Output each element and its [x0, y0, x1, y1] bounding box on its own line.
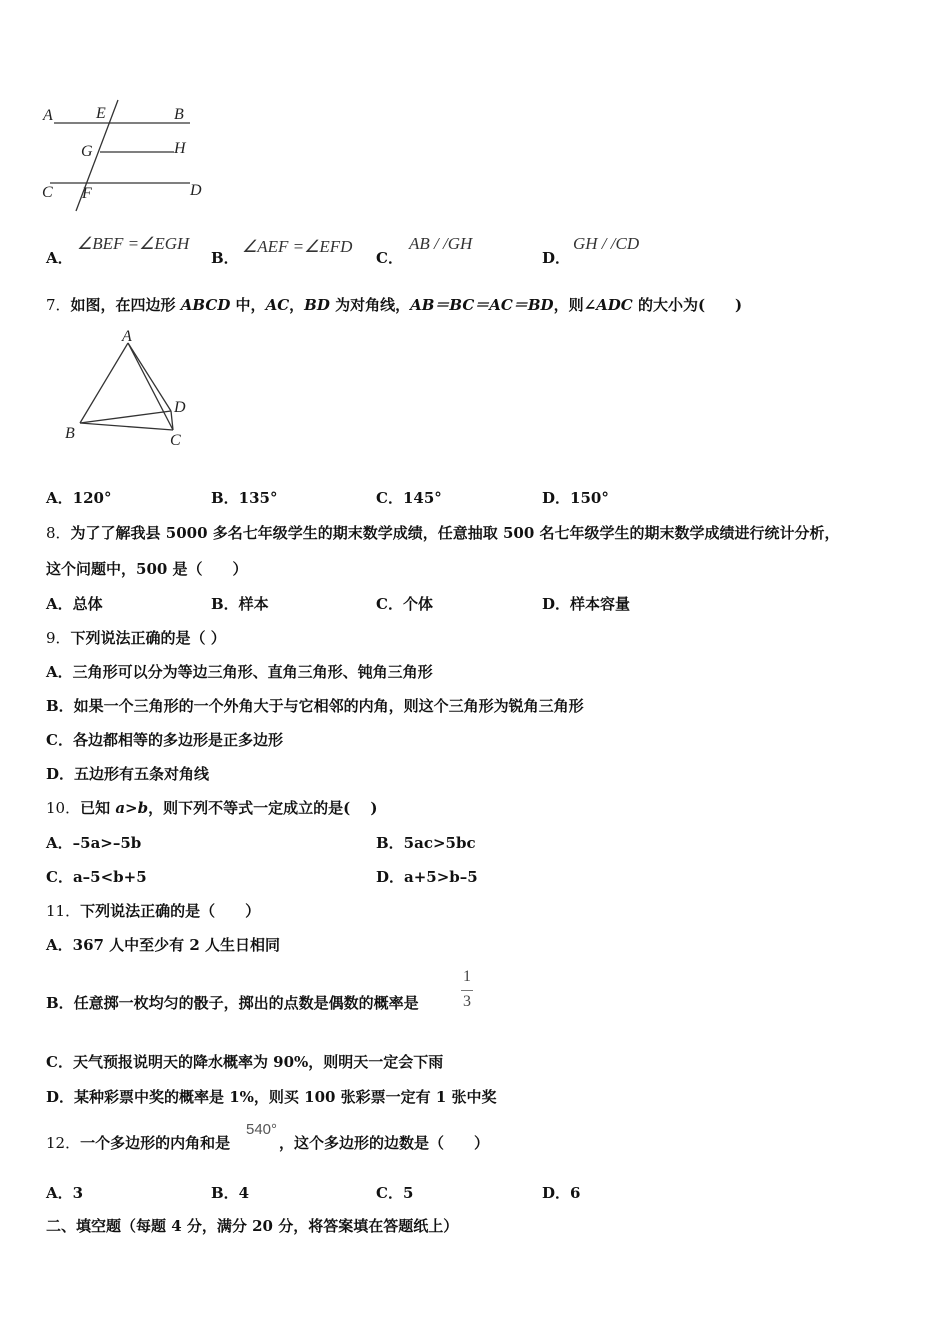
label-G: G [81, 143, 93, 160]
q6-option-a[interactable] [46, 248, 73, 268]
q7-option-c[interactable]: C．145° [376, 489, 442, 507]
q10-text-a: 已知 [80, 799, 116, 817]
q12-text-b: ，这个多边形的边数是（ ） [279, 1134, 490, 1152]
q9-option-b[interactable]: B．如果一个三角形的一个外角大于与它相邻的内角，则这个三角形为锐角三角形 [46, 697, 584, 715]
parallel-lines-figure [40, 95, 215, 220]
q7-text-a: 如图，在四边形 [70, 296, 181, 314]
q12-option-c[interactable]: C．5 [376, 1184, 414, 1202]
question-number: 7． [46, 296, 71, 314]
q7-equality: AB＝BC＝AC＝BD [410, 296, 554, 314]
q8-option-b[interactable]: B．样本 [211, 595, 269, 613]
q10-option-b[interactable]: B．5ac>5bc [376, 834, 476, 852]
option-letter: A． [46, 249, 73, 267]
q9-option-d[interactable]: D．五边形有五条对角线 [46, 765, 210, 783]
q6-option-d[interactable] [542, 248, 570, 268]
question-number: 8． [46, 524, 71, 542]
q9-option-c[interactable]: C．各边都相等的多边形是正多边形 [46, 731, 283, 749]
q7-text-b: 中， [230, 296, 266, 314]
label-A: A [43, 107, 53, 124]
q11-option-d[interactable]: D．某种彩票中奖的概率是 1%，则买 100 张彩票一定有 1 张中奖 [46, 1088, 497, 1106]
quadrilateral-figure [60, 325, 200, 450]
fraction-bar [461, 990, 473, 991]
q8-option-a[interactable]: A．总体 [46, 595, 103, 613]
label-E: E [96, 105, 106, 122]
q10-condition: a>b [115, 799, 149, 817]
q8-stem-line2: 这个问题中，500 是（ ） [46, 560, 248, 578]
q10-stem [46, 798, 378, 818]
q7-comma: ， [289, 296, 305, 314]
question-number: 9． [46, 629, 71, 647]
q7-text-d: ，则∠ [553, 296, 597, 314]
q7-adc: ADC [596, 296, 633, 314]
q10-option-c[interactable]: C．a–5<b+5 [46, 868, 147, 886]
question-number: 11． [46, 902, 81, 920]
q12-text-a: 一个多边形的内角和是 [80, 1134, 231, 1152]
q7-text-c: 为对角线， [329, 296, 411, 314]
angle-value: 540° [246, 1121, 278, 1138]
q10-option-a[interactable]: A．–5a>–5b [46, 834, 142, 852]
label-A: A [122, 328, 132, 345]
q8-option-d[interactable]: D．样本容量 [542, 595, 631, 613]
q12-option-a[interactable]: A．3 [46, 1184, 84, 1202]
label-B: B [65, 425, 75, 442]
q11-option-b[interactable]: B．任意掷一枚均匀的骰子，掷出的点数是偶数的概率是 [46, 994, 419, 1012]
label-B: B [174, 106, 184, 123]
question-number: 12． [46, 1134, 81, 1152]
q8-text-line1: 为了了解我县 5000 多名七年级学生的期末数学成绩，任意抽取 500 名七年级学生的期末数学成绩进行统计分析， [70, 524, 840, 542]
q11-text: 下列说法正确的是（ ） [80, 902, 261, 920]
q8-stem-line1 [46, 523, 840, 543]
q9-option-a[interactable]: A．三角形可以分为等边三角形、直角三角形、钝角三角形 [46, 663, 433, 681]
section-title: 二、填空题（每题 4 分，满分 20 分，将答案填在答题纸上） [46, 1217, 459, 1235]
q9-text: 下列说法正确的是（ ） [70, 629, 226, 647]
label-C: C [42, 184, 53, 201]
q6-option-b-math: ∠AEF =∠EFD [242, 237, 353, 256]
q6-option-d-math: GH / /CD [573, 234, 640, 253]
option-letter: D． [542, 249, 571, 267]
q6-option-c[interactable] [376, 248, 403, 268]
q6-option-c-math: AB / /GH [409, 234, 473, 253]
label-F: F [82, 185, 92, 202]
q7-stem [46, 295, 742, 315]
q11-option-a[interactable]: A．367 人中至少有 2 人生日相同 [46, 936, 281, 954]
fraction-numerator: 1 [463, 968, 471, 985]
q9-stem [46, 628, 226, 648]
label-D: D [190, 182, 202, 199]
fraction-denominator: 3 [463, 993, 471, 1010]
q7-text-e: 的大小为( ) [632, 296, 743, 314]
q11-stem [46, 901, 260, 921]
q7-option-d[interactable]: D．150° [542, 489, 609, 507]
q7-ac: AC [265, 296, 290, 314]
q11-option-c[interactable]: C．天气预报说明天的降水概率为 90%，则明天一定会下雨 [46, 1053, 444, 1071]
label-D: D [174, 399, 186, 416]
label-H: H [174, 140, 186, 157]
label-C: C [170, 432, 181, 449]
option-letter: C． [376, 249, 403, 267]
q10-option-d[interactable]: D．a+5>b–5 [376, 868, 478, 886]
option-letter: B． [211, 249, 239, 267]
q7-option-b[interactable]: B．135° [211, 489, 278, 507]
q7-bd: BD [304, 296, 330, 314]
q6-option-b[interactable] [211, 248, 239, 268]
q8-option-c[interactable]: C．个体 [376, 595, 433, 613]
q12-stem-a [46, 1133, 230, 1153]
q12-option-b[interactable]: B．4 [211, 1184, 250, 1202]
q6-option-a-math: ∠BEF =∠EGH [77, 234, 190, 253]
q7-option-a[interactable]: A．120° [46, 489, 112, 507]
q7-abcd: ABCD [180, 296, 231, 314]
q12-option-d[interactable]: D．6 [542, 1184, 581, 1202]
q10-text-b: ，则下列不等式一定成立的是( ) [148, 799, 378, 817]
question-number: 10． [46, 799, 81, 817]
